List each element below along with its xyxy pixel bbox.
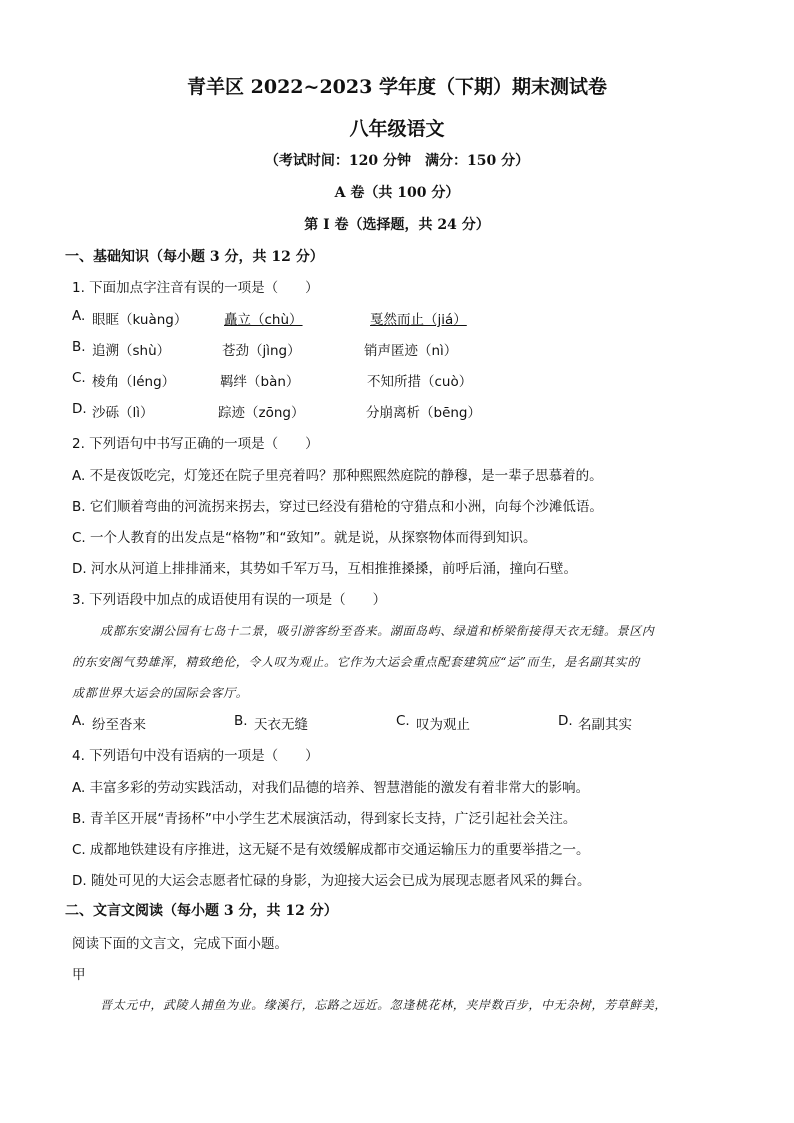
q3-passage-line: 成都东安湖公园有七岛十二景，吸引游客纷至沓来。湖面岛屿、绿道和桥梁衔接得天衣无缝。景区内 [100,624,655,638]
q2-option-d: D. 河水从河道上排排涌来，其势如千军万马，互相推推搡搡，前呼后涌，撞向石壁。 [72,561,577,577]
q2-option-a: A. 不是夜饭吃完，灯笼还在院子里亮着吗？那种熙熙然庭院的静穆，是一辈子思慕着的。 [72,468,603,484]
q1-option-b-word1: 追溯（shù） [92,343,171,359]
exam-info: （考试时间：120 分钟 满分：150 分） [264,153,530,169]
section2-heading: 二、文言文阅读（每小题 3 分，共 12 分） [65,903,338,919]
q1-stem: 1. 下面加点字注音有误的一项是（ ） [72,280,319,296]
q1-option-d-word3: 分崩离析（bēng） [366,405,482,421]
q1-option-d-word2: 踪迹（zōng） [218,405,305,421]
q1-option-b-word2: 苍劲（jìng） [222,343,301,359]
q3-option-label: B. [234,713,248,729]
section1-heading: 一、基础知识（每小题 3 分，共 12 分） [65,249,324,265]
q1-option-b-word3: 销声匿迹（nì） [364,343,458,359]
q3-option-c: 叹为观止 [416,717,470,733]
q2-stem: 2. 下列语句中书写正确的一项是（ ） [72,436,319,452]
q3-option-a: 纷至沓来 [92,717,146,733]
q2-option-b: B. 它们顺着弯曲的河流拐来拐去，穿过已经没有猎枪的守猎点和小洲，向每个沙滩低语。 [72,499,603,515]
q4-option-b: B. 青羊区开展“青扬杯”中小学生艺术展演活动，得到家长支持，广泛引起社会关注。 [72,811,577,827]
part-label: 第 I 卷（选择题，共 24 分） [304,217,490,233]
q1-option-c-word3: 不知所措（cuò） [367,374,473,390]
q3-option-b: 天衣无缝 [254,717,308,733]
q1-option-d-word1: 沙砾（lì） [92,405,154,421]
q3-passage-line: 的东安阁气势雄浑，精致绝伦，令人叹为观止。它作为大运会重点配套建筑应“运”而生，是名副其实的 [72,655,640,669]
q3-option-label: C. [396,713,410,729]
q3-option-label: D. [558,713,573,729]
q4-option-d: D. 随处可见的大运会志愿者忙碌的身影，为迎接大运会已成为展现志愿者风采的舞台。 [72,873,591,889]
q1-option-label: A. [72,308,86,324]
passage-label: 甲 [72,967,86,983]
q1-option-a-word1: 眼眶（kuàng） [92,312,188,328]
q1-option-label: B. [72,339,86,355]
q1-option-a-word2: 矗立（chù） [224,312,303,328]
q3-option-d: 名副其实 [578,717,632,733]
q1-option-c-word2: 羁绊（bàn） [220,374,300,390]
q3-option-label: A. [72,713,86,729]
volume-label: A 卷（共 100 分） [334,185,460,201]
exam-subtitle: 八年级语文 [349,118,445,140]
q1-option-label: D. [72,401,87,417]
q1-option-c-word1: 棱角（léng） [92,374,176,390]
q1-option-a-word3: 戛然而止（jiá） [370,312,467,328]
q4-option-c: C. 成都地铁建设有序推进，这无疑不是有效缓解成都市交通运输压力的重要举措之一。 [72,842,590,858]
q4-stem: 4. 下列语句中没有语病的一项是（ ） [72,748,319,764]
q1-option-label: C. [72,370,86,386]
exam-title: 青羊区 2022~2023 学年度（下期）期末测试卷 [187,76,607,98]
q2-option-c: C. 一个人教育的出发点是“格物”和“致知”。就是说，从探察物体而得到知识。 [72,530,537,546]
q4-option-a: A. 丰富多彩的劳动实践活动，对我们品德的培养、智慧潜能的激发有着非常大的影响。 [72,780,590,796]
classical-passage: 晋太元中，武陵人捕鱼为业。缘溪行，忘路之远近。忽逢桃花林，夹岸数百步，中无杂树，芳草鲜美， [100,998,668,1012]
q3-stem: 3. 下列语段中加点的成语使用有误的一项是（ ） [72,592,387,608]
section2-instruction: 阅读下面的文言文，完成下面小题。 [72,936,288,952]
q3-passage-line: 成都世界大运会的国际会客厅。 [72,686,249,700]
